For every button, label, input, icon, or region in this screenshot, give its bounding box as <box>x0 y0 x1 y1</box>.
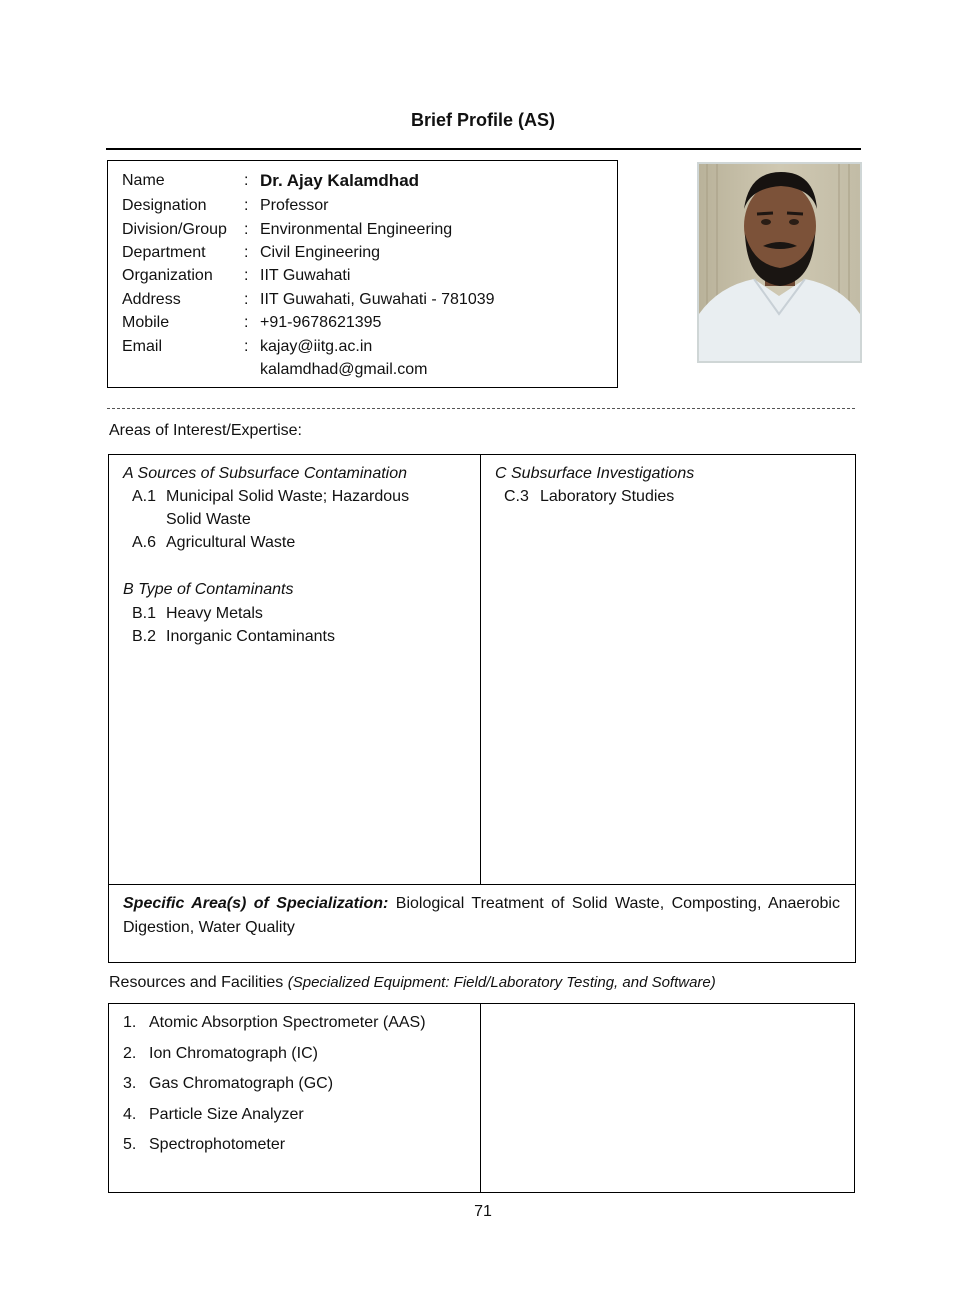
list-item-code: C.3 <box>504 488 529 505</box>
areas-table <box>108 454 856 963</box>
list-item <box>123 1014 426 1032</box>
list-item <box>123 1075 333 1093</box>
list-item-text: Particle Size Analyzer <box>149 1106 304 1123</box>
field-separator: : <box>244 267 249 284</box>
list-item-text: Atomic Absorption Spectrometer (AAS) <box>149 1014 426 1031</box>
field-separator: : <box>244 172 249 189</box>
resources-heading-row <box>109 974 716 992</box>
group-a-title: A Sources of Subsurface Contamination <box>123 465 408 482</box>
list-item-text: Gas Chromatograph (GC) <box>149 1075 334 1092</box>
page-title: Brief Profile (AS) <box>410 110 556 130</box>
list-item-text: Spectrophotometer <box>149 1136 286 1153</box>
list-item: Agricultural Waste <box>166 534 296 551</box>
resources-table <box>108 1003 855 1193</box>
group-b-title: B Type of Contaminants <box>123 581 294 598</box>
areas-heading: Areas of Interest/Expertise: <box>109 422 302 439</box>
list-item <box>123 1045 318 1063</box>
title-rule <box>106 148 861 150</box>
specialization-label: Specific Area(s) of Specialization: <box>123 895 389 912</box>
field-value: Professor <box>260 197 329 214</box>
section-divider <box>107 408 855 409</box>
resources-subheading: (Specialized Equipment: Field/Laboratory Testing, and Software) <box>287 974 716 991</box>
field-value: +91-9678621395 <box>260 314 382 331</box>
column-divider <box>480 1004 481 1192</box>
field-label: Mobile <box>122 314 170 331</box>
field-separator: : <box>244 291 249 308</box>
list-item-continued: Solid Waste <box>166 511 251 528</box>
list-item-number: 2. <box>123 1045 137 1062</box>
field-label: Department <box>122 244 206 261</box>
resources-heading: Resources and Facilities <box>109 974 284 991</box>
list-item-number: 3. <box>123 1075 137 1092</box>
field-value: Civil Engineering <box>260 244 381 261</box>
field-value: Environmental Engineering <box>260 221 453 238</box>
list-item-text: Ion Chromatograph (IC) <box>149 1045 318 1062</box>
row-divider <box>109 884 855 885</box>
list-item-number: 5. <box>123 1136 137 1153</box>
list-item-code: B.2 <box>132 628 157 645</box>
field-value: IIT Guwahati <box>260 267 351 284</box>
field-label: Address <box>122 291 181 308</box>
list-item-code: A.6 <box>132 534 157 551</box>
field-label: Email <box>122 338 163 355</box>
field-separator: : <box>244 197 249 214</box>
list-item: Inorganic Contaminants <box>166 628 335 645</box>
specialization-text <box>123 892 840 940</box>
page-number: 71 <box>474 1203 492 1220</box>
field-separator: : <box>244 244 249 261</box>
field-label: Division/Group <box>122 221 227 238</box>
list-item-code: A.1 <box>132 488 157 505</box>
list-item: Municipal Solid Waste; Hazardous <box>166 488 410 505</box>
field-value: IIT Guwahati, Guwahati - 781039 <box>260 291 495 308</box>
list-item-number: 1. <box>123 1014 137 1031</box>
field-separator: : <box>244 221 249 238</box>
field-label: Designation <box>122 197 207 214</box>
field-separator: : <box>244 314 249 331</box>
list-item-code: B.1 <box>132 605 157 622</box>
list-item <box>123 1136 285 1154</box>
portrait-image <box>699 164 860 361</box>
list-item: Heavy Metals <box>166 605 263 622</box>
field-label: Name <box>122 172 165 189</box>
email-link-secondary[interactable]: kalamdhad@gmail.com <box>260 361 428 378</box>
specialization-value: Biological Treatment of Solid Waste, Composting, Anaerobic Digestion, Water Quality <box>123 895 840 936</box>
profile-photo <box>697 162 862 363</box>
email-link[interactable]: kajay@iitg.ac.in <box>260 338 373 355</box>
field-label: Organization <box>122 267 213 284</box>
field-separator: : <box>244 338 249 355</box>
column-divider <box>480 455 481 884</box>
list-item: Laboratory Studies <box>540 488 675 505</box>
group-c-title: C Subsurface Investigations <box>495 465 695 482</box>
list-item <box>123 1106 304 1124</box>
list-item-number: 4. <box>123 1106 137 1123</box>
field-value: Dr. Ajay Kalamdhad <box>260 171 420 190</box>
profile-info-box <box>107 160 618 388</box>
